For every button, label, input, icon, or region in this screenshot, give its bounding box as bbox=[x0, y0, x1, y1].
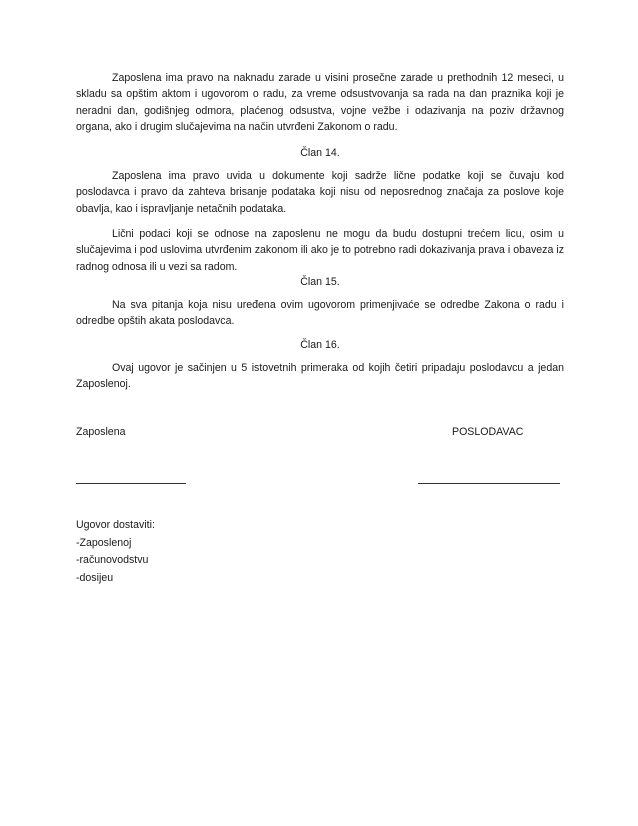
article16-heading: Član 16. bbox=[300, 339, 340, 351]
distribution-list bbox=[76, 517, 155, 587]
employee-signature-line bbox=[76, 483, 186, 484]
article16-paragraph: Ovaj ugovor je sačinjen u 5 istovetnih primeraka od kojih četiri pripadaju poslodavcu a jedan Zaposlenoj. bbox=[76, 362, 564, 391]
article15-paragraph: Na sva pitanja koja nisu uređena ovim ugovorom primenjivaće se odredbe Zakona o radu i odredbe opštih akata poslodavca. bbox=[76, 299, 564, 328]
article14-heading: Član 14. bbox=[300, 147, 340, 159]
distribution-item: -dosijeu bbox=[76, 571, 114, 584]
employer-signature-label: POSLODAVAC bbox=[452, 426, 524, 438]
article14-paragraph2: Lični podaci koji se odnose na zaposlenu ne mogu da budu dostupni trećem licu, osim u slučajevima i pod uslovima utvrđenim zakonom ili ako je to potrebno radi dokazivanja prava i obaveza iz radnog odnosa ili u vezi sa radom. bbox=[76, 228, 564, 273]
employee-signature-label: Zaposlena bbox=[76, 426, 126, 438]
distribution-item: -računovodstvu bbox=[76, 554, 149, 566]
distribution-item: -Zaposlenoj bbox=[76, 536, 132, 549]
distribution-title: Ugovor dostaviti: bbox=[76, 519, 155, 531]
employer-signature-line bbox=[418, 483, 560, 484]
article15-heading: Član 15. bbox=[300, 276, 340, 288]
article14-paragraph1: Zaposlena ima pravo uvida u dokumente koji sadrže lične podatke koji se čuvaju kod poslodavca i pravo da zahteva brisanje podataka koji nisu od neposrednog značaja za poslove koje obavlja, kao i ispravljanje netačnih podataka. bbox=[76, 170, 564, 215]
article13-paragraph: Zaposlena ima pravo na naknadu zarade u visini prosečne zarade u prethodnih 12 meseci, u skladu sa opštim aktom i ugovorom o radu, za vreme odsustvovanja sa rada na dan praznika koji je neradni dan, godišnjeg odmora, plaćenog odsustva, vojne vežbe i odazivanja na poziv državnog organa, ako i drugim slučajevima na način utvrđeni Zakonom o radu. bbox=[76, 72, 564, 134]
